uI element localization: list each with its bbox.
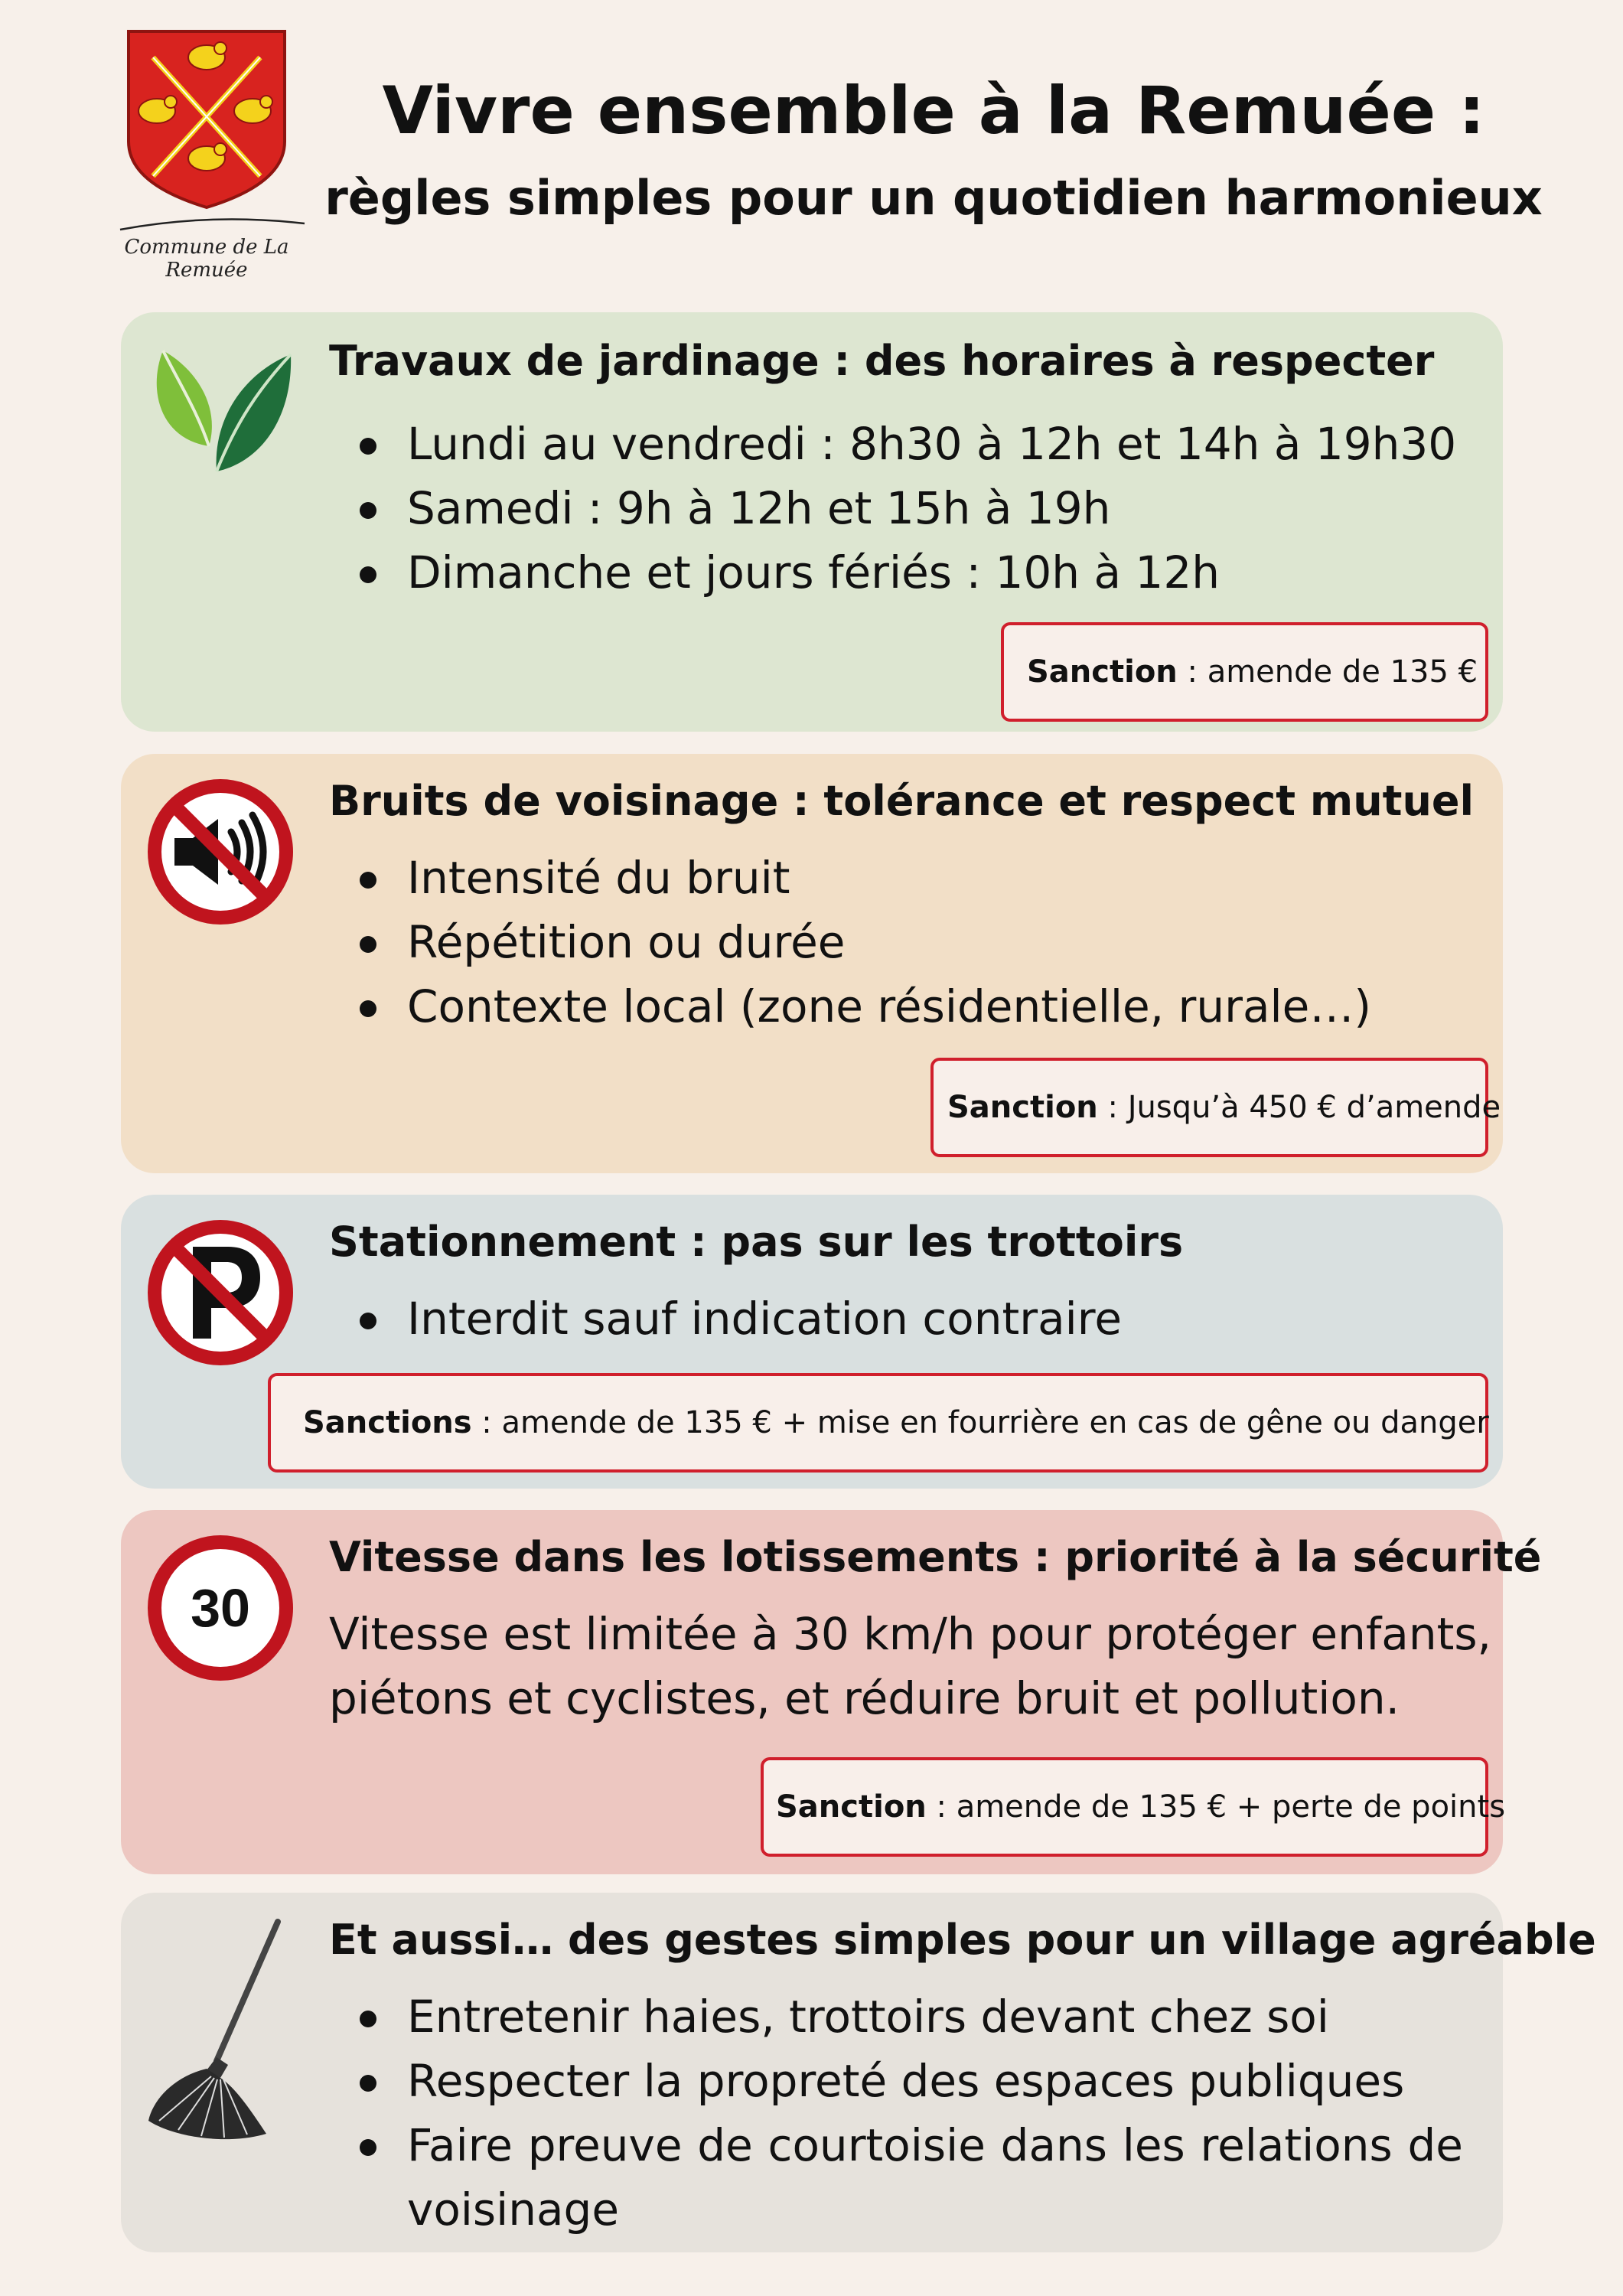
parking-rules-list (329, 1287, 1122, 1351)
speed-sanction-box (761, 1757, 1506, 1857)
list-item: Lundi au vendredi : 8h30 à 12h et 14h à 19h30 (329, 412, 1456, 476)
sanction-text: : amende de 135 € + perte de points (926, 1789, 1506, 1825)
speed-section (121, 1510, 1542, 1874)
list-item: Interdit sauf indication contraire (329, 1287, 1122, 1351)
good-habits-section (121, 1893, 1596, 2252)
commune-label: Commune de La Remuée (124, 236, 289, 282)
parking-sanction-box (268, 1373, 1488, 1473)
noise-sanction-box (930, 1058, 1501, 1157)
speed-description: Vitesse est limitée à 30 km/h pour protéger enfants, piétons et cyclistes, et réduire bruit et pollution. (329, 1608, 1491, 1724)
noise-criteria-list (329, 846, 1371, 1039)
garden-sanction-box (1001, 622, 1488, 722)
sanction-text: : Jusqu’à 450 € d’amende (1097, 1090, 1501, 1125)
commune-underline (119, 216, 306, 231)
page-header (0, 0, 1623, 291)
garden-section (121, 312, 1503, 732)
speed-limit-30-icon (145, 1533, 295, 1683)
noise-section (121, 754, 1503, 1173)
sanction-label: Sanction (776, 1789, 927, 1825)
speed-title: Vitesse dans les lotissements : priorité à la sécurité (329, 1533, 1542, 1581)
page-subtitle: règles simples pour un quotidien harmonieux (324, 170, 1543, 226)
sanction-label: Sanctions (303, 1405, 472, 1440)
page-title: Vivre ensemble à la Remuée : (382, 73, 1485, 149)
sanction-text: : amende de 135 € (1177, 654, 1478, 690)
list-item: Entretenir haies, trottoirs devant chez soi (329, 1985, 1463, 2049)
leaves-icon (144, 335, 297, 488)
list-item: Contexte local (zone résidentielle, rurale…) (329, 974, 1371, 1039)
no-parking-icon (145, 1218, 295, 1368)
sanction-label: Sanction (1027, 654, 1178, 690)
coat-of-arms-logo (122, 27, 291, 210)
broom-icon (144, 1916, 297, 2145)
garden-hours-list (329, 412, 1456, 605)
sanction-text: : amende de 135 € + mise en fourrière en cas de gêne ou danger (471, 1405, 1489, 1440)
list-item: Respecter la propreté des espaces publiques (329, 2049, 1463, 2113)
garden-title: Travaux de jardinage : des horaires à respecter (329, 337, 1435, 385)
parking-section (121, 1195, 1503, 1489)
good-habits-title: Et aussi… des gestes simples pour un village agréable (329, 1916, 1596, 1964)
list-item: Faire preuve de courtoisie dans les relations de voisinage (329, 2113, 1463, 2242)
good-habits-list (329, 1985, 1463, 2242)
list-item: Dimanche et jours fériés : 10h à 12h (329, 540, 1456, 605)
sanction-label: Sanction (947, 1090, 1098, 1125)
list-item: Répétition ou durée (329, 910, 1371, 974)
speed-sign-text: 30 (191, 1578, 250, 1638)
list-item: Samedi : 9h à 12h et 15h à 19h (329, 476, 1456, 540)
no-noise-icon (145, 777, 295, 927)
parking-title: Stationnement : pas sur les trottoirs (329, 1218, 1184, 1266)
list-item: Intensité du bruit (329, 846, 1371, 910)
noise-title: Bruits de voisinage : tolérance et respect mutuel (329, 777, 1475, 825)
